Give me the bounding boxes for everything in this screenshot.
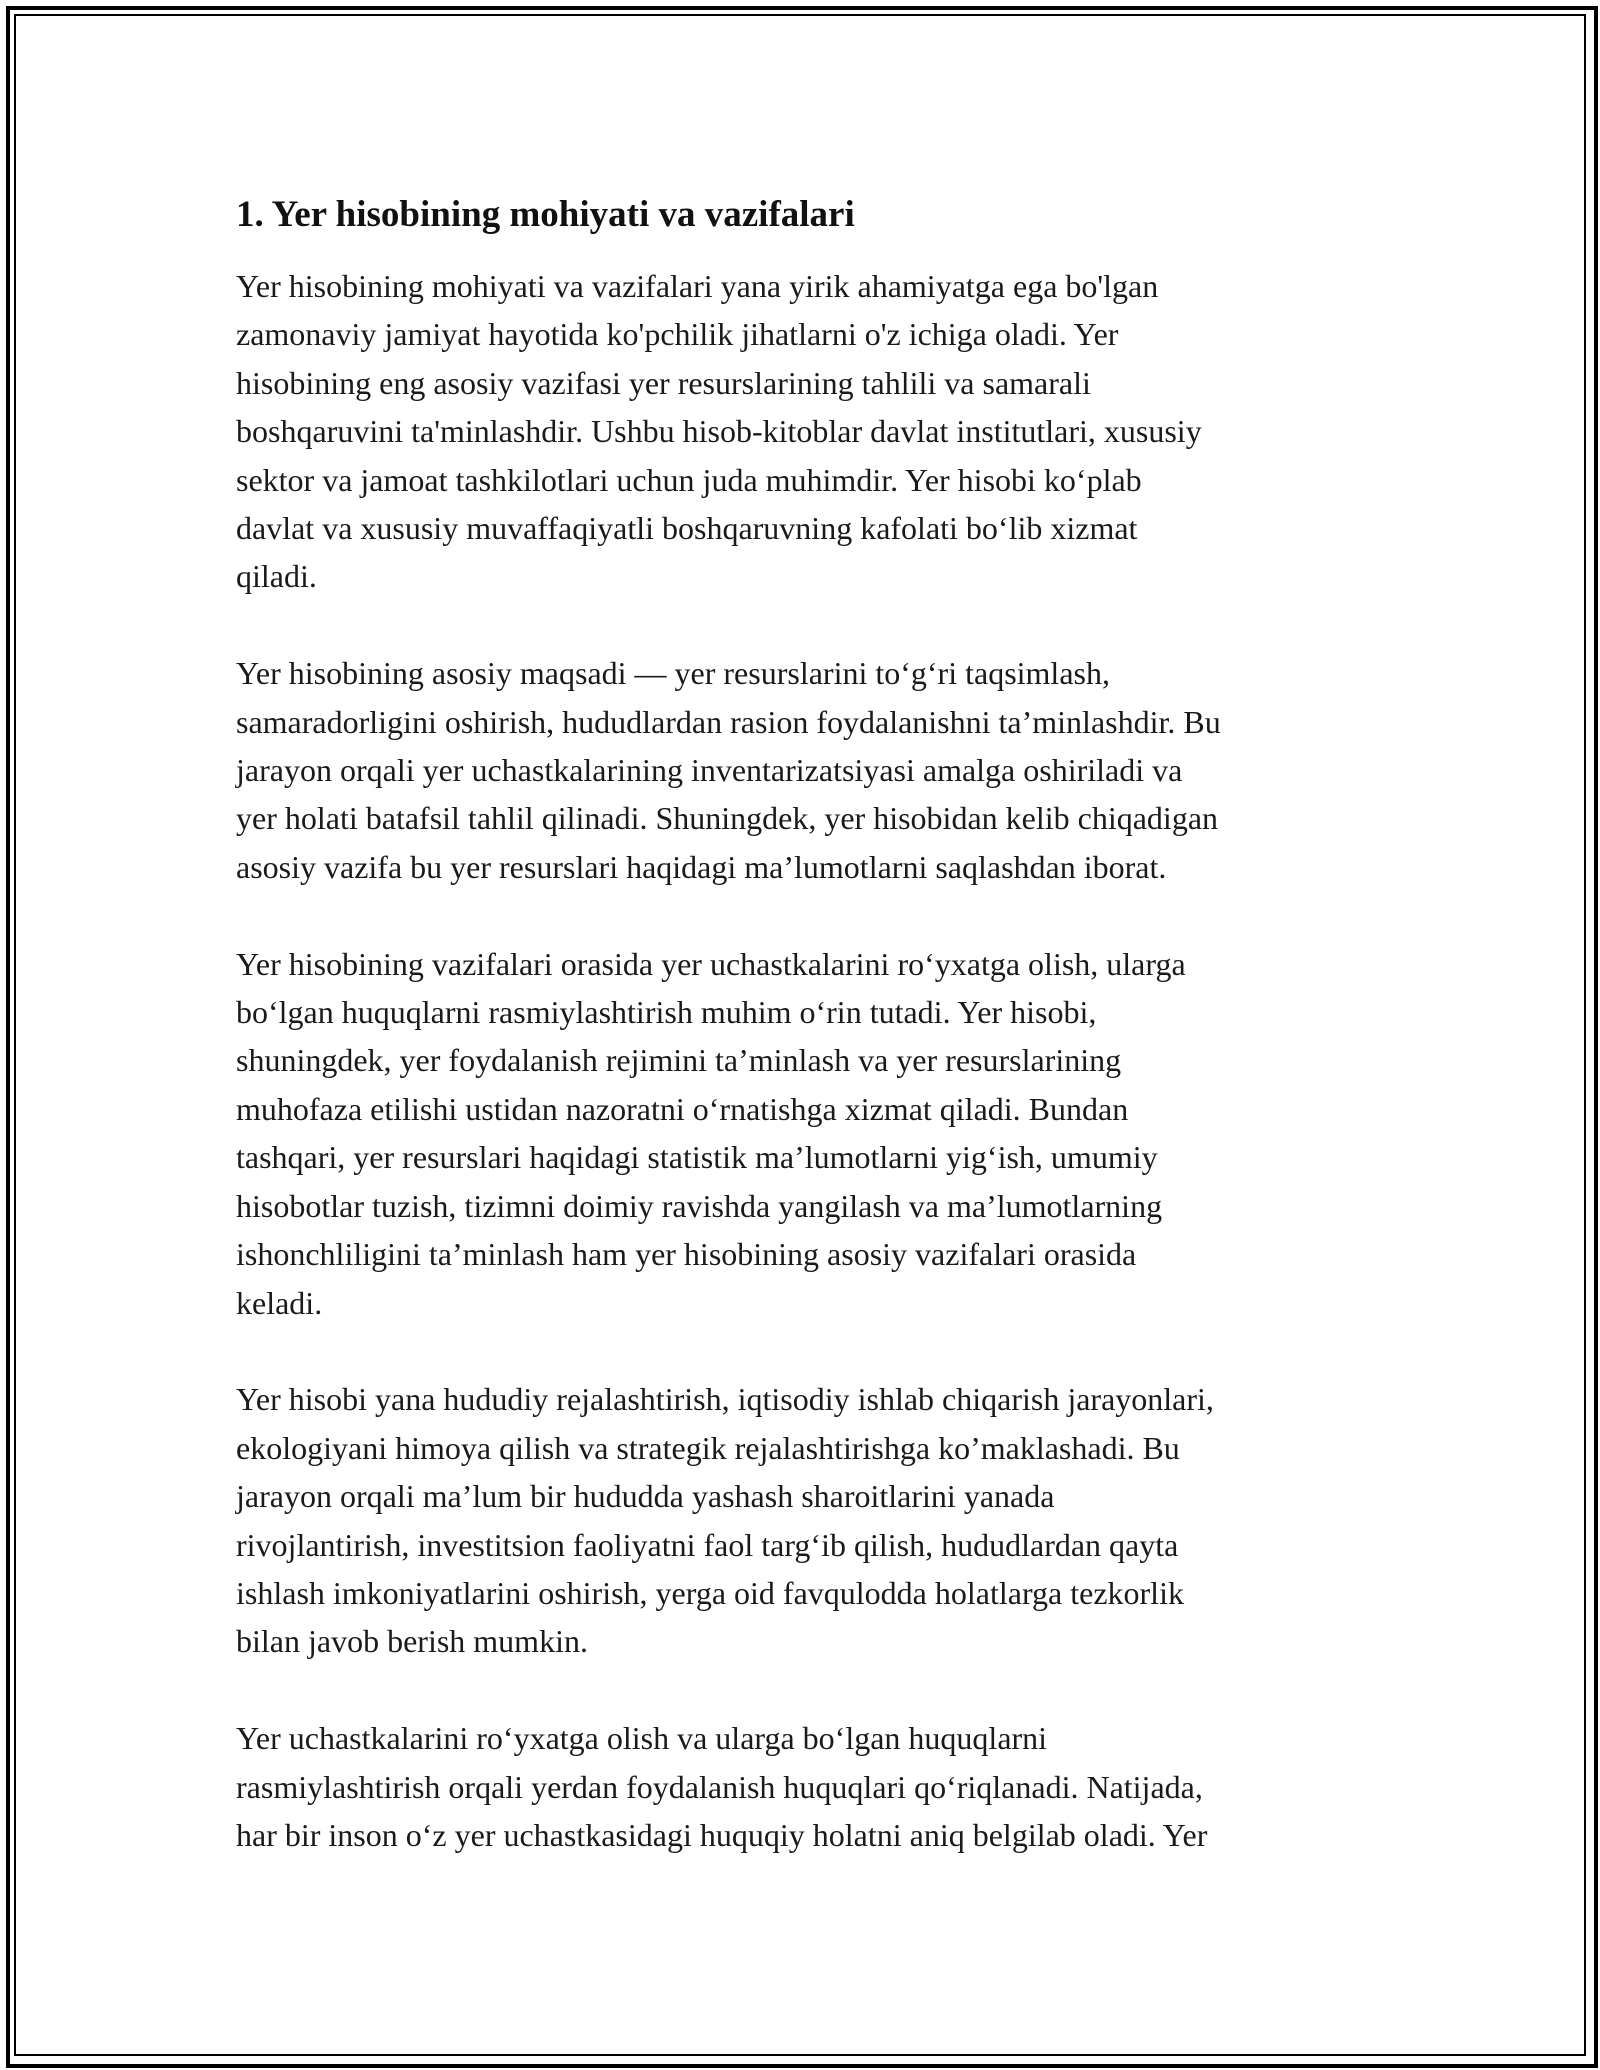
text-line: Yer hisobining vazifalari orasida yer uchastkalarini ro‘yxatga olish, ularga <box>236 945 1186 982</box>
text-line: ekologiyani himoya qilish va strategik rejalashtirishga ko’maklashadi. Bu <box>236 1429 1180 1466</box>
paragraph-2 <box>236 649 1376 891</box>
text-line: jarayon orqali ma’lum bir hududda yashash sharoitlarini yanada <box>236 1478 1055 1515</box>
text-line: Yer hisobi yana hududiy rejalashtirish, iqtisodiy ishlab chiqarish jarayonlari, <box>236 1381 1214 1418</box>
text-line: bilan javob berish mumkin. <box>236 1623 588 1660</box>
text-line: asosiy vazifa bu yer resurslari haqidagi ma’lumotlarni saqlashdan iborat. <box>236 848 1167 885</box>
text-line: tashqari, yer resurslari haqidagi statistik ma’lumotlarni yig‘ish, umumiy <box>236 1139 1158 1176</box>
text-line: ishlash imkoniyatlarini oshirish, yerga oid favqulodda holatlarga tezkorlik <box>236 1574 1184 1611</box>
text-line: ishonchliligini ta’minlash ham yer hisobining asosiy vazifalari orasida <box>236 1236 1137 1273</box>
text-line: sektor va jamoat tashkilotlari uchun juda muhimdir. Yer hisobi ko‘plab <box>236 461 1142 498</box>
text-line: Yer hisobining mohiyati va vazifalari yana yirik ahamiyatga ega bo'lgan <box>236 268 1159 304</box>
text-line: bo‘lgan huquqlarni rasmiylashtirish muhim o‘rin tutadi. Yer hisobi, <box>236 994 1097 1031</box>
text-line: muhofaza etilishi ustidan nazoratni o‘rnatishga xizmat qiladi. Bundan <box>236 1090 1129 1127</box>
text-line: zamonaviy jamiyat hayotida ko'pchilik jihatlarni o'z ichiga oladi. Yer <box>236 316 1119 353</box>
text-line: Yer hisobining asosiy maqsadi — yer resurslarini to‘g‘ri taqsimlash, <box>236 655 1110 692</box>
text-line: yer holati batafsil tahlil qilinadi. Shuningdek, yer hisobidan kelib chiqadigan <box>236 800 1219 837</box>
text-line: keladi. <box>236 1284 323 1321</box>
text-line: hisobotlar tuzish, tizimni doimiy ravishda yangilash va ma’lumotlarning <box>236 1187 1163 1224</box>
text-line: Yer uchastkalarini ro‘yxatga olish va ularga bo‘lgan huquqlarni <box>236 1720 1048 1757</box>
text-line: har bir inson o‘z yer uchastkasidagi huquqiy holatni aniq belgilab oladi. Yer <box>236 1816 1208 1853</box>
text-line: jarayon orqali yer uchastkalarining inventarizatsiyasi amalga oshiriladi va <box>236 752 1183 789</box>
text-line: davlat va xususiy muvaffaqiyatli boshqaruvning kafolati bo‘lib xizmat <box>236 510 1138 547</box>
text-line: rasmiylashtirish orqali yerdan foydalanish huquqlari qo‘riqlanadi. Natijada, <box>236 1768 1203 1805</box>
paragraph-1 <box>236 262 1376 601</box>
text-line: shuningdek, yer foydalanish rejimini ta’minlash va yer resurslarining <box>236 1042 1122 1079</box>
text-line: boshqaruvini ta'minlashdir. Ushbu hisob-kitoblar davlat institutlari, xususiy <box>236 413 1202 450</box>
text-line: hisobining eng asosiy vazifasi yer resurslarining tahlili va samarali <box>236 364 1091 401</box>
text-line: rivojlantirish, investitsion faoliyatni faol targ‘ib qilish, hududlardan qayta <box>236 1526 1179 1563</box>
paragraph-4 <box>236 1375 1376 1665</box>
document-body <box>236 188 1376 1908</box>
paragraph-5 <box>236 1714 1376 1859</box>
text-line: qiladi. <box>236 558 317 595</box>
paragraph-3 <box>236 940 1376 1327</box>
section-heading: 1. Yer hisobining mohiyati va vazifalari <box>236 194 855 235</box>
text-line: samaradorligini oshirish, hududlardan rasion foydalanishni ta’minlashdir. Bu <box>236 703 1221 740</box>
